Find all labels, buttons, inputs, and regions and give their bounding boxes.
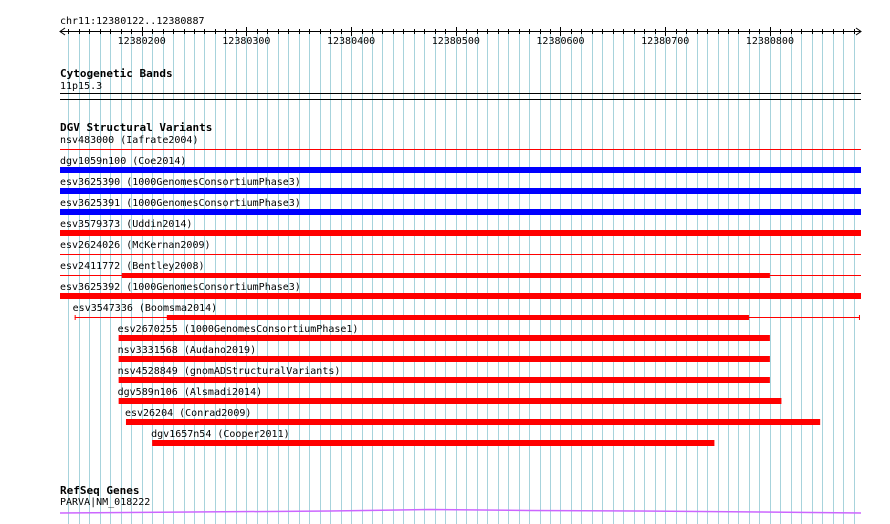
variant-label[interactable]: esv26204 (Conrad2009) (124, 408, 252, 419)
refseq-gene-feature[interactable] (60, 510, 861, 514)
variant-label[interactable]: dgv1059n100 (Coe2014) (60, 156, 187, 167)
variant-bar[interactable] (60, 188, 861, 194)
cytoband-track (60, 94, 861, 100)
region-label: chr11:12380122..12380887 (60, 16, 205, 27)
variant-label[interactable]: nsv483000 (Iafrate2004) (60, 135, 199, 146)
variant-label[interactable]: esv3625391 (1000GenomesConsortiumPhase3) (60, 198, 301, 209)
variant-label[interactable]: esv2670255 (1000GenomesConsortiumPhase1) (117, 324, 359, 335)
variant-label[interactable]: esv2624026 (McKernan2009) (60, 240, 211, 251)
variant-bar[interactable] (60, 230, 861, 236)
variant-bar[interactable] (60, 209, 861, 215)
variant-bar[interactable] (119, 398, 782, 404)
gene-intron-line[interactable] (60, 510, 861, 514)
dgv-variant-features (60, 150, 861, 447)
variant-bar[interactable] (126, 419, 820, 425)
variant-bar[interactable] (60, 167, 861, 173)
variant-label[interactable]: esv2411772 (Bentley2008) (60, 261, 205, 272)
variant-label[interactable]: esv3625390 (1000GenomesConsortiumPhase3) (60, 177, 301, 188)
ruler-tick-label: 12380400 (326, 36, 376, 47)
variant-bar[interactable] (119, 377, 770, 383)
dgv-track-title: DGV Structural Variants (60, 121, 213, 134)
cytoband-track-title: Cytogenetic Bands (60, 67, 173, 80)
variant-label[interactable]: esv3625392 (1000GenomesConsortiumPhase3) (60, 282, 301, 293)
cytoband-label[interactable]: 11p15.3 (60, 81, 103, 92)
variant-bar[interactable] (119, 356, 770, 362)
ruler-tick-label: 12380300 (222, 36, 271, 47)
ruler-tick-label: 12380800 (745, 36, 794, 47)
refseq-gene-label[interactable]: PARVA|NM_018222 (60, 497, 151, 508)
ruler-tick-label: 12380600 (536, 36, 585, 47)
coordinate-ruler[interactable] (60, 27, 861, 36)
variant-bar[interactable] (122, 273, 770, 278)
ruler-tick-label: 12380700 (641, 36, 690, 47)
variant-bar[interactable] (119, 335, 770, 341)
variant-label[interactable]: esv3579373 (Uddin2014) (60, 219, 193, 230)
variant-label[interactable]: dgv589n106 (Alsmadi2014) (117, 387, 263, 398)
ruler-tick-label: 12380500 (431, 36, 480, 47)
variant-label[interactable]: dgv1657n54 (Cooper2011) (151, 429, 290, 440)
variant-bar[interactable] (60, 293, 861, 299)
variant-label[interactable]: nsv4528849 (gnomADStructuralVariants) (117, 366, 341, 377)
variant-label[interactable]: esv3547336 (Boomsma2014) (72, 303, 218, 314)
variant-label[interactable]: nsv3331568 (Audano2019) (117, 345, 257, 356)
refseq-track-title: RefSeq Genes (60, 484, 140, 497)
ruler-tick-label: 12380200 (117, 36, 166, 47)
variant-bar[interactable] (167, 315, 749, 320)
variant-bar[interactable] (152, 440, 714, 446)
